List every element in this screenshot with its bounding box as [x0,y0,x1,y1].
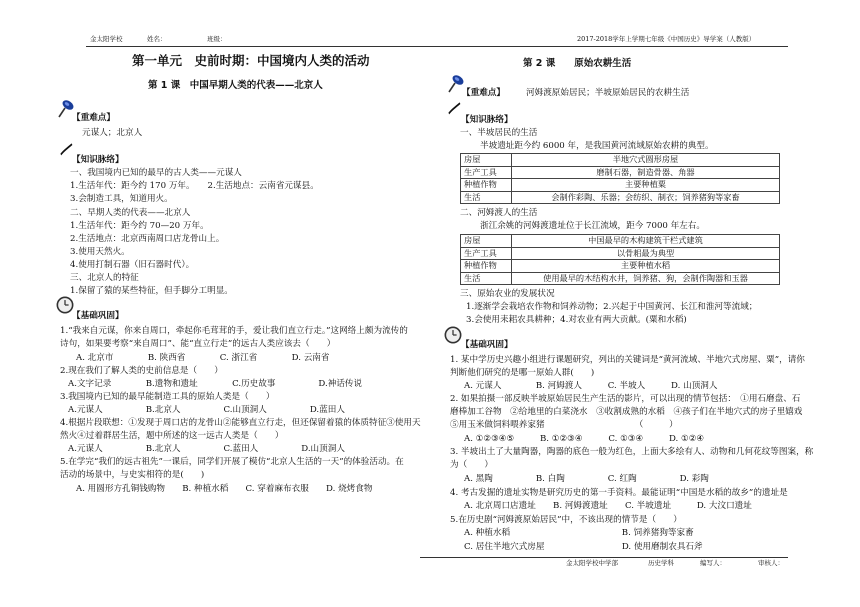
right-q2-options: A. ①②③④⑤ B. ①②③④ C. ①③④ D. ①②④ [464,434,705,444]
left-line: 2.生活地点：北京西南周口店龙骨山上。 [70,234,225,244]
left-line: 二、早期人类的代表——北京人 [70,208,191,218]
right-sec3: 三、原始农业的发展状况 [460,289,555,299]
table-cell: 生产工具 [461,247,512,260]
right-sec2: 二、河姆渡人的生活 [460,208,538,218]
header-name: 姓名： [147,35,167,43]
table-row [461,191,780,204]
table-cell: 半地穴式圆形房屋 [512,154,780,167]
footer-writer: 编写人： [700,559,726,567]
table-cell: 磨制石器，制造骨器、角器 [512,166,780,179]
lesson1-title: 第 1 课 中国早期人类的代表——北京人 [148,80,323,91]
right-sec3-line: 3.会使用耒耜农具耕种；4.对农业有两大贡献。(粟和水稻) [466,315,687,325]
left-q4-options: A.元谋人 B.北京人 C.蓝田人 D.山顶洞人 [68,444,345,454]
right-q4-options: A. 北京周口店遗址 B. 河姆渡遗址 C. 半坡遗址 D. 大汶口遗址 [464,501,752,511]
right-q5-line: 5.在历史剧“河姆渡原始居民”中，不该出现的情节是（ ） [450,515,682,525]
left-q3-line: 3.我国境内已知的最早能制造工具的原始人类是（ ） [60,392,275,402]
right-q2-line: 磨棒加工谷物 ②给地里的白菜浇水 ③收割成熟的水稻 ④孩子们在半地穴式的房子里嬉戏 [450,407,803,417]
left-line: 三、北京人的特征 [70,273,139,283]
right-q3-options: A. 黑陶 B. 白陶 C. 红陶 D. 彩陶 [464,474,709,484]
left-key-text: 元谋人；北京人 [82,128,143,138]
table-row [461,235,780,248]
table-row [461,272,780,285]
table-cell: 主要种植水稻 [512,260,780,273]
left-q5-line: 5.在学完“我们的远古祖先”一课后，同学们开展了模仿“北京人生活的一天”的体验活动。在 [60,457,404,467]
left-know-tag: 【知识脉络】 [72,155,124,165]
table-cell: 使用最早的木结构水井，饲养猪、狗，会制作陶器和玉器 [512,272,780,285]
clock-icon [444,326,462,344]
left-q2-line: 2.现在我们了解人类的史前信息是（ ） [60,366,223,376]
table-cell: 种植作物 [461,260,512,273]
header-rule [86,46,788,47]
lesson2-title: 第 2 课 原始农耕生活 [523,58,632,69]
right-q1-options: A. 元谋人 B. 河姆渡人 C. 半坡人 D. 山顶洞人 [464,381,718,391]
left-line: 一、我国境内已知的最早的古人类——元谋人 [70,168,242,178]
left-line: 3.会制造工具，知道用火。 [70,194,173,204]
table-cell: 种植作物 [461,179,512,192]
table-row [461,154,780,167]
table-row [461,166,780,179]
left-q1-line: 1.“我来自元谋，你来自周口，牵起你毛茸茸的手，爱让我们直立行走。”这网络上颇为流传的 [60,326,408,336]
right-sec2-intro: 浙江余姚的河姆渡遗址位于长江流域，距今 7000 年左右。 [480,221,705,231]
right-q3-line: 3. 半坡出土了大量陶器，陶器的底色一般为红色，上面大多绘有人、动物和几何花纹等图案，称 [450,447,814,457]
right-q3-line: 为（ ） [450,460,493,470]
left-q3-options: A.元谋人 B.北京人 C.山顶洞人 D.蓝田人 [68,405,345,415]
left-line: 3.使用天然火。 [70,247,130,257]
right-q4-line: 4. 考古发掘的遗址实物是研究历史的第一手资料。最能证明“中国是水稻的故乡”的遗址是 [450,488,788,498]
left-q4-line: 然火④过着群居生活，题中所述的这一远古人类是（ ） [60,431,284,441]
table-cell: 房屋 [461,154,512,167]
left-line: 4.使用打制石器（旧石器时代）。 [70,260,195,270]
right-know-tag: 【知识脉络】 [461,115,513,125]
footer-dept: 金太阳学校中学部 [566,559,618,567]
banpo-table [460,153,780,204]
table-cell: 生活 [461,272,512,285]
right-q1-line: 判断他们研究的是哪一原始人群( ) [450,368,595,378]
table-cell: 房屋 [461,235,512,248]
hemudu-table [460,234,780,285]
table-cell: 生活 [461,191,512,204]
pen-icon [446,100,462,116]
header-class: 班级： [207,35,227,43]
left-q4-line: 4.根据片段联想：①发现于周口店的龙骨山②能够直立行走，但还保留着猿的体质特征③使用天 [60,418,421,428]
right-sec1-intro: 半坡遗址距今约 6000 年，是我国黄河流域原始农耕的典型。 [480,141,714,151]
right-key-tag: 【重难点】 [462,88,505,98]
table-cell: 主要种植粟 [512,179,780,192]
footer-rule [420,557,788,558]
table-row [461,247,780,260]
header-right: 2017-2018学年上学期七年级《中国历史》导学案（人教版） [577,35,756,43]
right-q2-line: 2. 如果拍摄一部反映半坡原始居民生产生活的影片，可以出现的情节包括： ①用石磨盘、石 [450,394,801,404]
unit-title: 第一单元 史前时期：中国境内人类的活动 [132,53,370,68]
right-key-text: 河姆渡原始居民；半坡原始居民的农耕生活 [526,88,690,98]
table-cell: 中国最早的木构建筑干栏式建筑 [512,235,780,248]
left-q1-options: A. 北京市 B. 陕西省 C. 浙江省 D. 云南省 [76,353,330,363]
right-practice-tag: 【基础巩固】 [461,340,513,350]
table-row [461,260,780,273]
table-cell: 以骨耜最为典型 [512,247,780,260]
left-key-tag: 【重难点】 [72,113,115,123]
footer-reviewer: 审核人： [758,559,784,567]
right-q2-line: ⑤用玉米做饲料喂养家猪 （ ） [450,420,678,430]
left-q1-line: 诗句，如果要考察“来自周口”、能“直立行走”的远古人类应该去（ ） [60,339,336,349]
right-sec3-line: 1.逐渐学会栽培农作物和饲养动物；2.兴起于中国黄河、长江和淮河等流域； [466,302,758,312]
left-q5-line: 活动的场景中，与史实相符的是( ) [60,470,205,480]
left-line: 1.保留了猿的某些特征，但手脚分工明显。 [70,286,233,296]
right-sec1: 一、半坡居民的生活 [460,128,538,138]
table-cell: 会制作彩陶、乐器；会纺织、制衣；饲养猪狗等家畜 [512,191,780,204]
header-school: 金太阳学校 [90,35,123,43]
table-row [461,179,780,192]
right-q1-line: 1. 某中学历史兴趣小组进行课题研究，列出的关键词是“黄河流域、半地穴式房屋、粟”，请你 [450,355,805,365]
right-q5-options: C. 居住半地穴式房屋 D. 使用磨制农具石斧 [464,542,703,552]
table-cell: 生产工具 [461,166,512,179]
left-line: 1.生活年代：距今约 170 万年。 2.生活地点：云南省元谋县。 [70,181,319,191]
footer-subject: 历史学科 [648,559,674,567]
left-q5-options: A. 用圆形方孔铜钱购物 B. 种植水稻 C. 穿着麻布衣服 D. 烧烤食物 [76,484,373,494]
left-q2-options: A.文字记录 B.遗物和遗址 C.历史故事 D.神话传说 [68,379,363,389]
left-practice-tag: 【基础巩固】 [72,311,124,321]
left-line: 1.生活年代：距今约 70—20 万年。 [70,221,209,231]
right-q5-options: A. 种植水稻 B. 饲养猪狗等家畜 [464,528,694,538]
